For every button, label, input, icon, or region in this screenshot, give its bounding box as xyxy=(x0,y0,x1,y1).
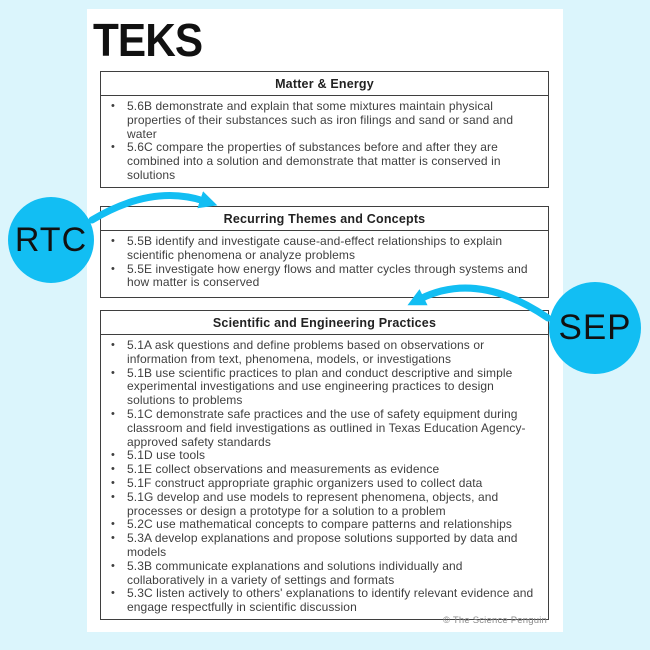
rtc-badge xyxy=(8,197,94,283)
teks-item: • 5.2C use mathematical concepts to compare patterns and relationships xyxy=(105,518,538,532)
teks-item: • 5.1G develop and use models to represent phenomena, objects, and processes or design a prototype for a solution to a problem xyxy=(105,491,538,519)
section-scientific-practices-header: Scientific and Engineering Practices xyxy=(100,310,549,335)
copyright-credit: © The Science Penguin xyxy=(443,615,547,626)
teks-item: • 5.6C compare the properties of substances before and after they are combined into a solution and demonstrate that matter is conserved in solutions xyxy=(105,141,538,182)
section-recurring-themes-body xyxy=(100,231,549,298)
section-matter-energy xyxy=(100,71,549,188)
teks-item: • 5.1D use tools xyxy=(105,449,538,463)
section-scientific-practices xyxy=(100,310,549,620)
teks-item: • 5.3A develop explanations and propose solutions supported by data and models xyxy=(105,532,538,560)
teks-item: • 5.1A ask questions and define problems based on observations or information from text, phenomena, models, or investigations xyxy=(105,339,538,367)
teks-item: • 5.6B demonstrate and explain that some mixtures maintain physical properties of their substances such as iron filings and sand or sand and water xyxy=(105,100,538,141)
section-recurring-themes-header: Recurring Themes and Concepts xyxy=(100,206,549,231)
section-scientific-practices-body xyxy=(100,335,549,620)
teks-item: • 5.1E collect observations and measurements as evidence xyxy=(105,463,538,477)
sep-badge xyxy=(549,282,641,374)
section-recurring-themes xyxy=(100,206,549,298)
sep-badge-label: SEP xyxy=(558,308,632,347)
teks-item: • 5.1C demonstrate safe practices and the use of safety equipment during classroom and field investigations as outlined in Texas Education Agency-approved safety standards xyxy=(105,408,538,449)
teks-item: • 5.5E investigate how energy flows and matter cycles through systems and how matter is conserved xyxy=(105,263,538,291)
section-matter-energy-header: Matter & Energy xyxy=(100,71,549,96)
teks-item: • 5.3C listen actively to others' explanations to identify relevant evidence and engage respectfully in scientific discussion xyxy=(105,587,538,615)
page-title: TEKS xyxy=(93,14,203,66)
rtc-badge-label: RTC xyxy=(14,220,88,259)
teks-item: • 5.5B identify and investigate cause-and-effect relationships to explain scientific phenomena or analyze problems xyxy=(105,235,538,263)
teks-item: • 5.1B use scientific practices to plan and conduct descriptive and simple experimental investigations and use engineering practices to design solutions to problems xyxy=(105,367,538,408)
teks-item-list xyxy=(105,339,538,615)
teks-item-list xyxy=(105,235,538,290)
teks-item: • 5.1F construct appropriate graphic organizers used to collect data xyxy=(105,477,538,491)
section-matter-energy-body xyxy=(100,96,549,188)
teks-item: • 5.3B communicate explanations and solutions individually and collaboratively in a variety of settings and formats xyxy=(105,560,538,588)
teks-item-list xyxy=(105,100,538,183)
worksheet-page xyxy=(87,9,563,632)
